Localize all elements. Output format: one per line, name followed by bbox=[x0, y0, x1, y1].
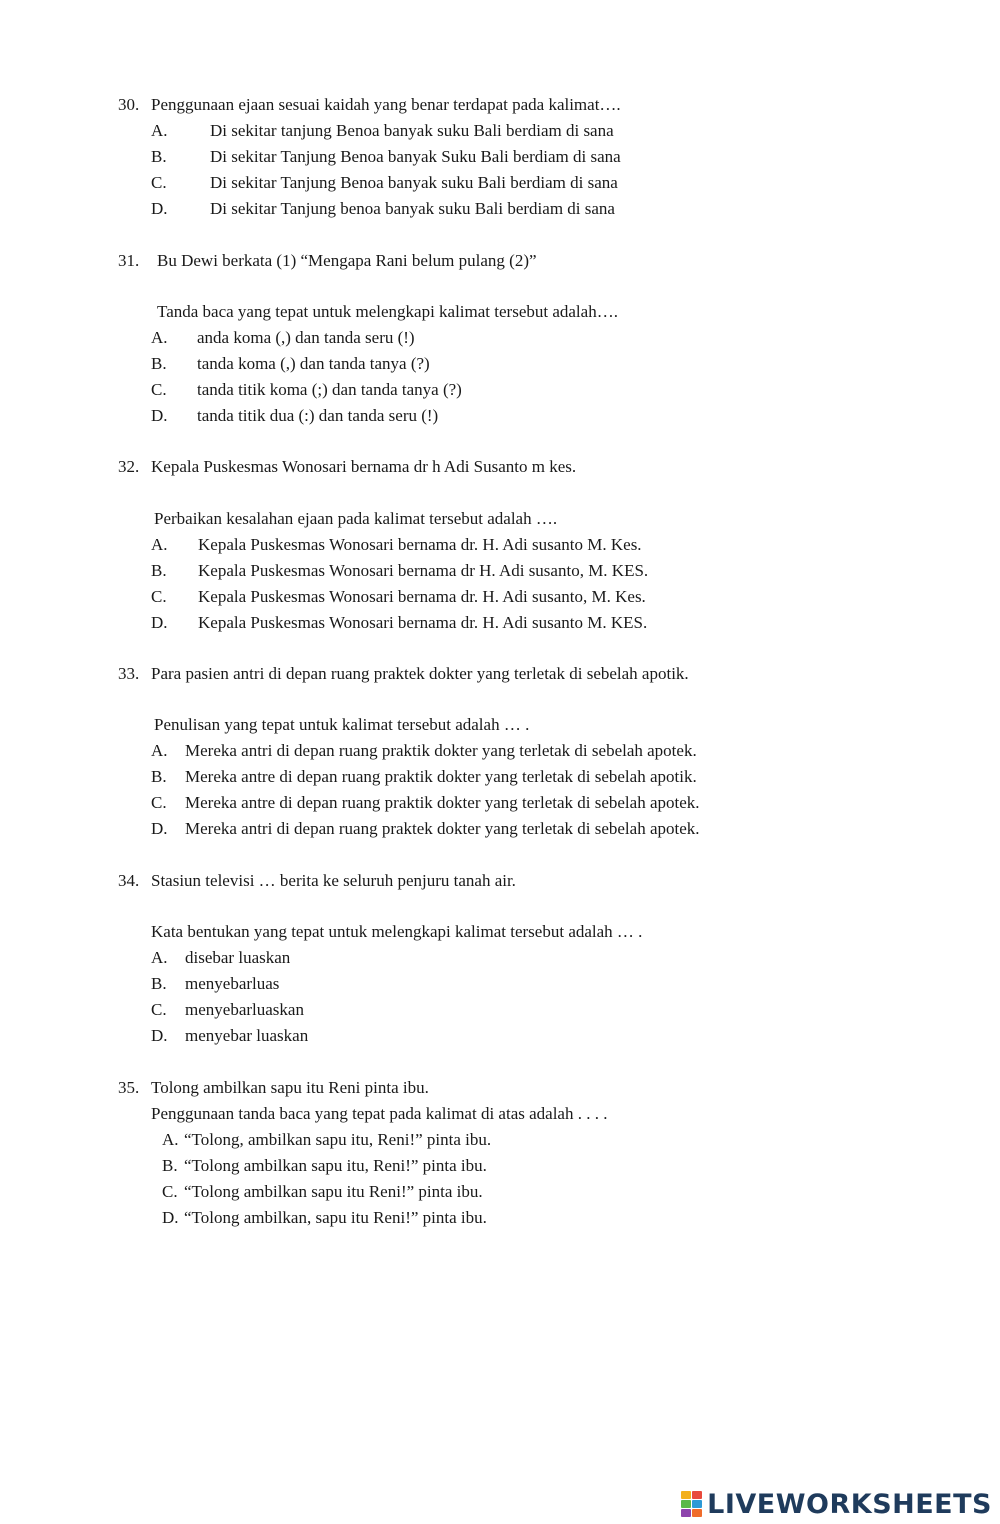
option-text[interactable]: menyebarluaskan bbox=[185, 1000, 304, 1019]
option-text[interactable]: Kepala Puskesmas Wonosari bernama dr. H. Adi susanto M. Kes. bbox=[198, 535, 642, 554]
option-letter: A. bbox=[162, 1130, 179, 1149]
option-letter: A. bbox=[151, 535, 168, 554]
question-number: 33. bbox=[118, 664, 140, 683]
option-letter: D. bbox=[151, 406, 168, 425]
option-text[interactable]: “Tolong, ambilkan sapu itu, Reni!” pinta ibu. bbox=[184, 1130, 492, 1149]
option-text[interactable]: tanda titik dua (:) dan tanda seru (!) bbox=[197, 406, 439, 425]
option-text[interactable]: “Tolong ambilkan sapu itu, Reni!” pinta ibu. bbox=[184, 1156, 487, 1175]
option-text[interactable]: Mereka antri di depan ruang praktik dokter yang terletak di sebelah apotek. bbox=[185, 741, 697, 760]
option-letter: A. bbox=[151, 121, 168, 140]
option-text[interactable]: Di sekitar Tanjung benoa banyak suku Bali berdiam di sana bbox=[210, 199, 615, 218]
option-letter: B. bbox=[151, 561, 167, 580]
option-letter: A. bbox=[151, 328, 168, 347]
question-number: 35. bbox=[118, 1078, 140, 1097]
option-letter: B. bbox=[151, 354, 167, 373]
option-text[interactable]: Kepala Puskesmas Wonosari bernama dr. H. Adi susanto, M. Kes. bbox=[198, 587, 646, 606]
question-prompt: Kata bentukan yang tepat untuk melengkapi kalimat tersebut adalah … . bbox=[151, 922, 643, 941]
option-text[interactable]: Di sekitar Tanjung Benoa banyak Suku Bali berdiam di sana bbox=[210, 147, 621, 166]
option-text[interactable]: menyebar luaskan bbox=[185, 1026, 309, 1045]
option-letter: B. bbox=[151, 767, 167, 786]
question-stem: Stasiun televisi … berita ke seluruh penjuru tanah air. bbox=[151, 871, 516, 890]
option-letter: D. bbox=[151, 199, 168, 218]
option-letter: D. bbox=[151, 819, 168, 838]
option-letter: C. bbox=[151, 380, 167, 399]
question-prompt: Perbaikan kesalahan ejaan pada kalimat tersebut adalah …. bbox=[154, 509, 558, 528]
question-number: 31. bbox=[118, 251, 140, 270]
option-letter: D. bbox=[151, 613, 168, 632]
question-prompt: Penulisan yang tepat untuk kalimat tersebut adalah … . bbox=[154, 715, 530, 734]
option-text[interactable]: Kepala Puskesmas Wonosari bernama dr H. Adi susanto, M. KES. bbox=[198, 561, 649, 580]
option-letter: C. bbox=[151, 793, 167, 812]
option-text[interactable]: tanda koma (,) dan tanda tanya (?) bbox=[197, 354, 430, 373]
option-text[interactable]: Kepala Puskesmas Wonosari bernama dr. H. Adi susanto M. KES. bbox=[198, 613, 648, 632]
option-text[interactable]: anda koma (,) dan tanda seru (!) bbox=[197, 328, 415, 347]
brand-name: LIVEWORKSHEETS bbox=[707, 1488, 992, 1520]
liveworksheets-logo-icon bbox=[681, 1491, 703, 1517]
option-letter: A. bbox=[151, 741, 168, 760]
option-text[interactable]: Mereka antre di depan ruang praktik dokter yang terletak di sebelah apotek. bbox=[185, 793, 700, 812]
question-prompt: Tanda baca yang tepat untuk melengkapi kalimat tersebut adalah…. bbox=[157, 302, 618, 321]
option-text[interactable]: tanda titik koma (;) dan tanda tanya (?) bbox=[197, 380, 462, 399]
option-letter: C. bbox=[162, 1182, 178, 1201]
option-text[interactable]: menyebarluas bbox=[185, 974, 280, 993]
question-stem: Tolong ambilkan sapu itu Reni pinta ibu. bbox=[151, 1078, 429, 1097]
option-text[interactable]: disebar luaskan bbox=[185, 948, 291, 967]
option-letter: C. bbox=[151, 173, 167, 192]
option-text[interactable]: “Tolong ambilkan, sapu itu Reni!” pinta ibu. bbox=[184, 1208, 487, 1227]
option-letter: C. bbox=[151, 587, 167, 606]
question-stem: Para pasien antri di depan ruang praktek dokter yang terletak di sebelah apotik. bbox=[151, 664, 689, 683]
option-text[interactable]: Mereka antri di depan ruang praktek dokter yang terletak di sebelah apotek. bbox=[185, 819, 700, 838]
option-text[interactable]: Di sekitar Tanjung Benoa banyak suku Bali berdiam di sana bbox=[210, 173, 618, 192]
option-letter: D. bbox=[151, 1026, 168, 1045]
option-letter: B. bbox=[151, 974, 167, 993]
question-number: 34. bbox=[118, 871, 140, 890]
option-letter: B. bbox=[151, 147, 167, 166]
question-stem: Kepala Puskesmas Wonosari bernama dr h Adi Susanto m kes. bbox=[151, 457, 577, 476]
question-stem: Bu Dewi berkata (1) “Mengapa Rani belum pulang (2)” bbox=[157, 251, 537, 270]
option-letter: D. bbox=[162, 1208, 179, 1227]
question-prompt: Penggunaan tanda baca yang tepat pada kalimat di atas adalah . . . . bbox=[151, 1104, 608, 1123]
option-text[interactable]: “Tolong ambilkan sapu itu Reni!” pinta ibu. bbox=[184, 1182, 483, 1201]
question-stem: Penggunaan ejaan sesuai kaidah yang benar terdapat pada kalimat…. bbox=[151, 95, 621, 114]
option-letter: A. bbox=[151, 948, 168, 967]
option-letter: C. bbox=[151, 1000, 167, 1019]
liveworksheets-logo[interactable] bbox=[681, 1486, 992, 1522]
option-letter: B. bbox=[162, 1156, 178, 1175]
question-number: 30. bbox=[118, 95, 140, 114]
question-number: 32. bbox=[118, 457, 140, 476]
option-text[interactable]: Di sekitar tanjung Benoa banyak suku Bali berdiam di sana bbox=[210, 121, 614, 140]
option-text[interactable]: Mereka antre di depan ruang praktik dokter yang terletak di sebelah apotik. bbox=[185, 767, 697, 786]
